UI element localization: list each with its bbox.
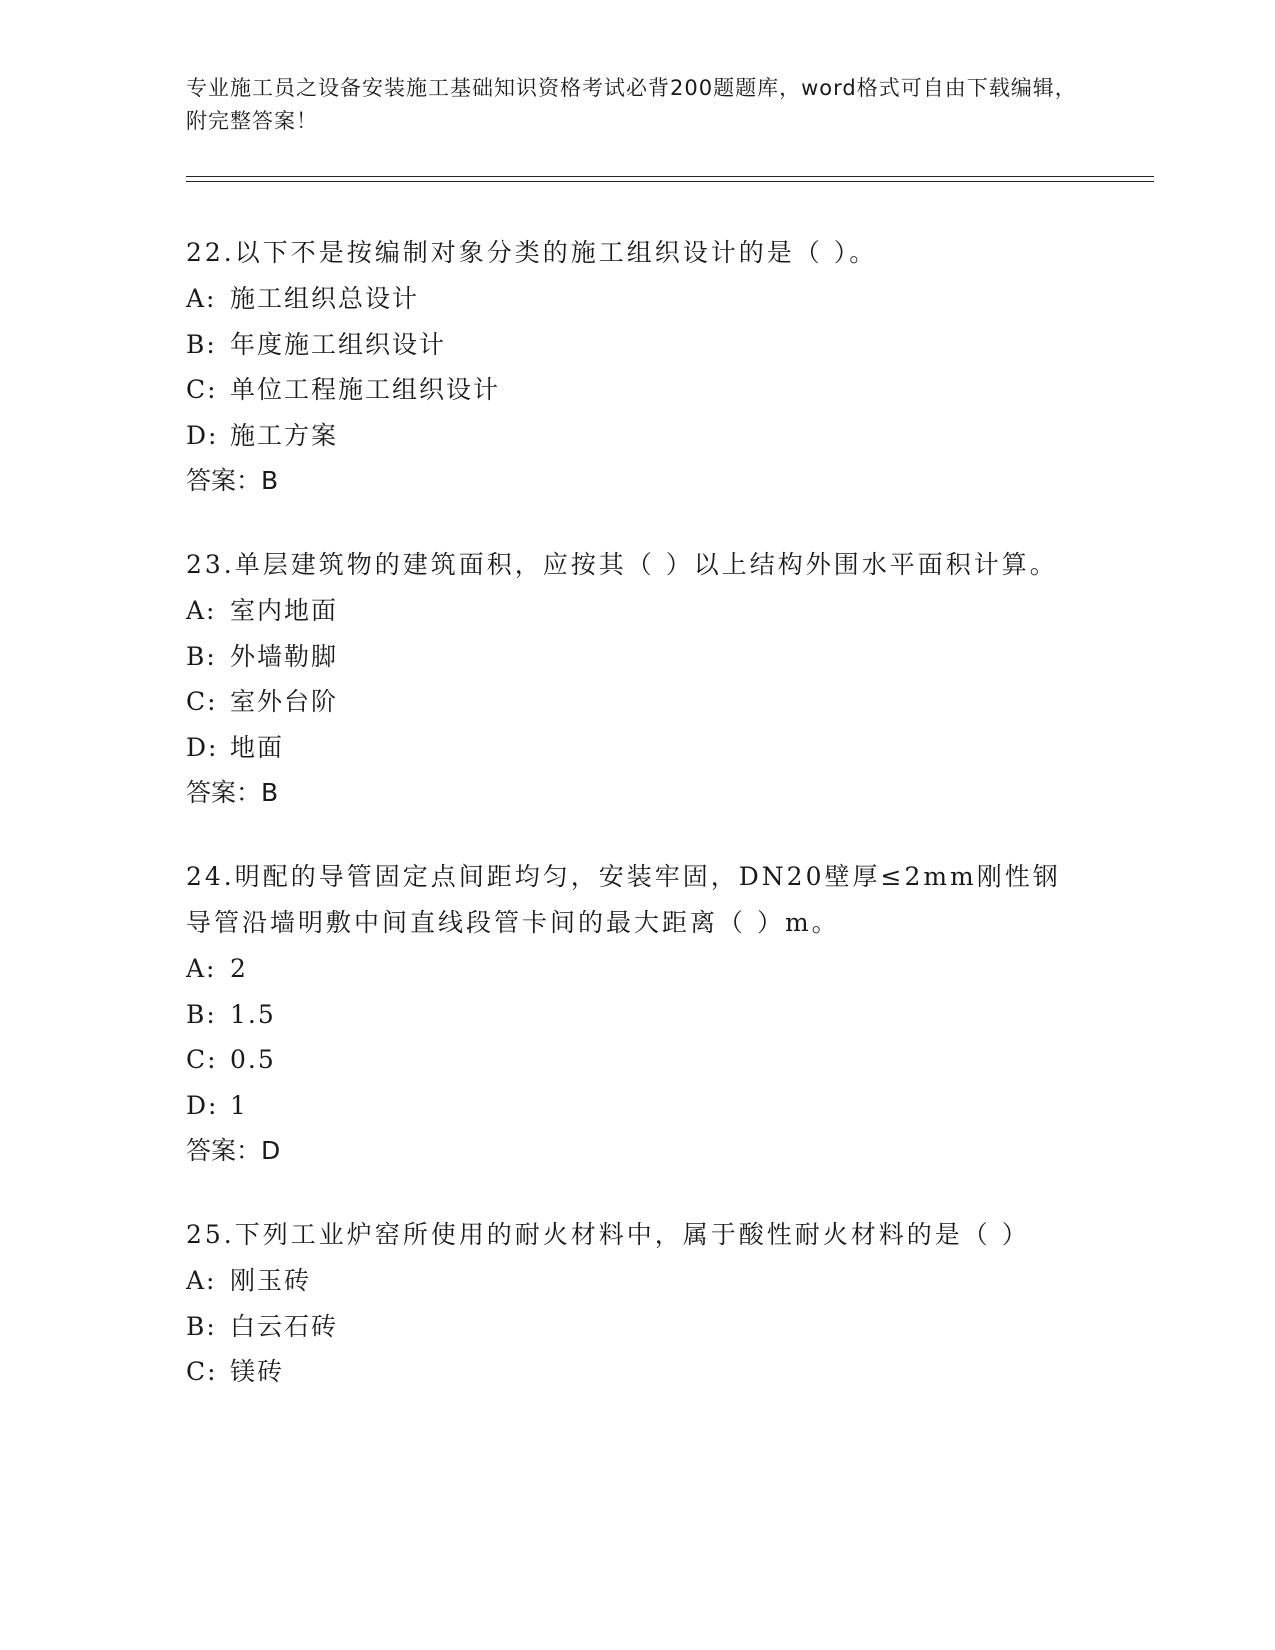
option-b [186, 634, 1086, 680]
option-text: 镁砖 [230, 1357, 285, 1386]
option-d [186, 725, 1086, 771]
question-23 [186, 542, 1086, 816]
option-text: 2 [230, 954, 248, 983]
option-letter: A: [186, 954, 217, 983]
option-letter: C: [186, 687, 218, 716]
option-letter: A: [186, 1266, 217, 1295]
option-c [186, 1037, 1086, 1083]
option-b [186, 1304, 1086, 1350]
option-text: 1.5 [230, 999, 276, 1029]
option-letter: B: [186, 1311, 217, 1341]
option-text: 室内地面 [230, 596, 339, 625]
option-text: 年度施工组织设计 [230, 329, 447, 359]
option-text: 白云石砖 [230, 1311, 339, 1341]
option-b [186, 992, 1086, 1038]
document-header: 专业施工员之设备安装施工基础知识资格考试必背200题题库，word格式可自由下载编辑，附完整答案！ [186, 76, 1077, 133]
option-letter: D: [186, 420, 219, 450]
question-stem: 22.以下不是按编制对象分类的施工组织设计的是（ ）。 [186, 238, 878, 267]
question-stem: 23.单层建筑物的建筑面积，应按其（ ）以上结构外围水平面积计算。 [186, 550, 1058, 579]
answer: 答案：B [186, 778, 279, 807]
option-text: 0.5 [230, 1045, 276, 1074]
option-text: 地面 [230, 732, 285, 762]
option-c [186, 1349, 1086, 1395]
option-text: 刚玉砖 [230, 1266, 312, 1295]
question-stem: 24.明配的导管固定点间距均匀，安装牢固，DN20壁厚≤2mm刚性钢导管沿墙明敷中间直线段管卡间的最大距离（ ）m。 [186, 862, 1061, 937]
answer: 答案：B [186, 466, 279, 495]
option-text: 单位工程施工组织设计 [230, 375, 501, 404]
question-stem: 25.下列工业炉窑所使用的耐火材料中，属于酸性耐火材料的是（ ） [186, 1220, 1030, 1249]
answer: 答案：D [186, 1136, 281, 1165]
option-letter: A: [186, 284, 217, 313]
option-text: 外墙勒脚 [230, 641, 339, 671]
option-a [186, 276, 1086, 322]
option-text: 1 [230, 1090, 248, 1120]
option-text: 室外台阶 [230, 687, 339, 716]
option-text: 施工方案 [230, 420, 339, 450]
question-24 [186, 854, 1086, 1174]
option-letter: A: [186, 596, 217, 625]
option-letter: C: [186, 1357, 218, 1386]
option-text: 施工组织总设计 [230, 284, 420, 313]
option-letter: D: [186, 1090, 219, 1120]
option-letter: B: [186, 641, 217, 671]
option-a [186, 588, 1086, 634]
option-a [186, 1258, 1086, 1304]
option-c [186, 367, 1086, 413]
option-letter: C: [186, 1045, 218, 1074]
option-letter: C: [186, 375, 218, 404]
option-d [186, 1083, 1086, 1129]
header-rule-bottom [186, 181, 1154, 182]
option-letter: D: [186, 732, 219, 762]
question-list [186, 230, 1086, 1433]
option-letter: B: [186, 999, 217, 1029]
option-d [186, 413, 1086, 459]
option-a [186, 946, 1086, 992]
header-rule-top [186, 176, 1154, 177]
question-25 [186, 1212, 1086, 1395]
option-letter: B: [186, 329, 217, 359]
question-22 [186, 230, 1086, 504]
option-c [186, 679, 1086, 725]
option-b [186, 322, 1086, 368]
